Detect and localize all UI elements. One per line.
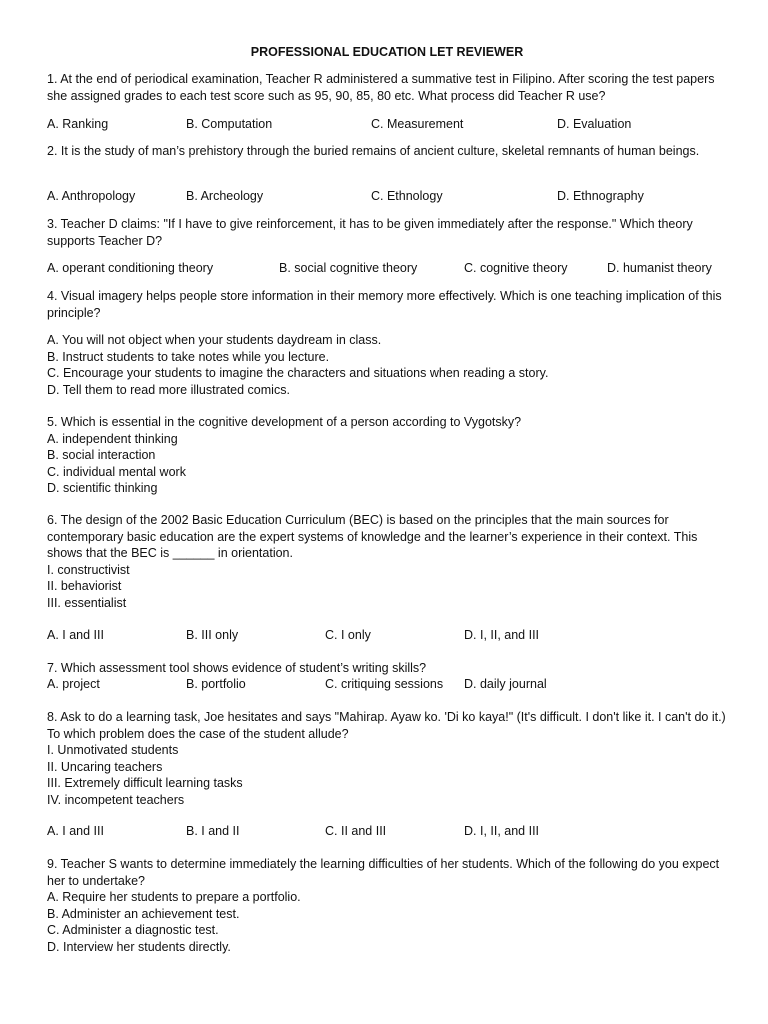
option-c: C. Measurement [371,117,464,131]
option-d: D. I, II, and III [464,824,540,838]
question-6 [47,512,727,611]
option-d: D. Interview her students directly. [47,939,231,954]
option-a: A. Ranking [47,117,109,131]
option-d: D. Evaluation [557,117,632,131]
question-9 [47,856,727,955]
option-b: B. Computation [186,117,273,131]
question-5-text: 5. Which is essential in the cognitive development of a person according to Vygotsky? [47,415,522,429]
option-a: A. independent thinking [47,431,178,446]
option-a: A. operant conditioning theory [47,261,214,275]
list-item: II. behaviorist [47,579,122,593]
question-7 [47,660,727,677]
question-1-options [47,116,727,133]
option-b: B. social cognitive theory [279,261,418,275]
option-b: B. III only [186,628,239,642]
question-6-text: 6. The design of the 2002 Basic Education Curriculum (BEC) is based on the principles that the main sources for contemporary basic education are the expert systems of knowledge and the learner’s experience in their context. This shows that the BEC is ______ in orientation. [47,513,698,560]
option-d: D. daily journal [464,677,547,691]
option-b: B. Instruct students to take notes while you lecture. [47,349,330,364]
option-c: C. Encourage your students to imagine the characters and situations when reading a story. [47,366,549,380]
option-b: B. I and II [186,824,240,838]
option-c: C. II and III [325,824,387,838]
question-2-text: 2. It is the study of man’s prehistory through the buried remains of ancient culture, skeletal remnants of human beings. [47,144,700,158]
option-b: B. Administer an achievement test. [47,906,240,921]
option-d: D. Tell them to read more illustrated comics. [47,382,290,397]
question-1-text: 1. At the end of periodical examination, Teacher R administered a summative test in Filipino. After scoring the test papers she assigned grades to each test score such as 95, 90, 85, 80 etc. What process did Teacher R use? [47,72,715,103]
question-5 [47,414,727,497]
question-7-options [47,676,727,693]
question-8-text: 8. Ask to do a learning task, Joe hesitates and says "Mahirap. Ayaw ko. 'Di ko kaya!" (It's difficult. I don't like it. I can't do it.) To which problem does the case of the student allude? [47,710,726,741]
document-title: PROFESSIONAL EDUCATION LET REVIEWER [250,45,524,59]
option-d: D. humanist theory [607,261,712,275]
option-d: D. I, II, and III [464,628,540,642]
question-7-text: 7. Which assessment tool shows evidence of student’s writing skills? [47,661,427,675]
question-6-options [47,627,727,644]
option-b: B. portfolio [186,677,246,691]
list-item: III. essentialist [47,595,127,610]
question-3-options [47,260,727,277]
option-c: C. individual mental work [47,464,186,479]
question-3-text: 3. Teacher D claims: "If I have to give reinforcement, it has to be given immediately after the response." Which theory supports Teacher D? [47,217,693,248]
option-a: A. Anthropology [47,189,136,203]
list-item: III. Extremely difficult learning tasks [47,776,243,790]
option-a: A. I and III [47,628,104,642]
question-9-text: 9. Teacher S wants to determine immediately the learning difficulties of her students. Which of the following do you expect her to undertake? [47,857,720,888]
option-c: C. Ethnology [371,189,443,203]
list-item: I. constructivist [47,562,130,577]
option-a: A. Require her students to prepare a portfolio. [47,890,301,904]
list-item: I. Unmotivated students [47,743,179,757]
option-c: C. I only [325,628,371,642]
option-c: C. cognitive theory [464,261,568,275]
question-8-options [47,823,727,840]
option-a: A. I and III [47,824,104,838]
option-d: D. Ethnography [557,189,644,203]
question-2-options [47,188,727,205]
list-item: IV. incompetent teachers [47,792,185,807]
option-a: A. project [47,677,100,691]
list-item: II. Uncaring teachers [47,759,163,774]
option-d: D. scientific thinking [47,481,158,495]
option-c: C. Administer a diagnostic test. [47,923,219,937]
question-4-options [47,332,727,398]
option-c: C. critiquing sessions [325,677,444,691]
question-8 [47,709,727,808]
option-a: A. You will not object when your students daydream in class. [47,333,382,347]
question-4-text: 4. Visual imagery helps people store information in their memory more effectively. Which is one teaching implication of this principle? [47,289,722,320]
option-b: B. Archeology [186,189,264,203]
option-b: B. social interaction [47,448,156,462]
